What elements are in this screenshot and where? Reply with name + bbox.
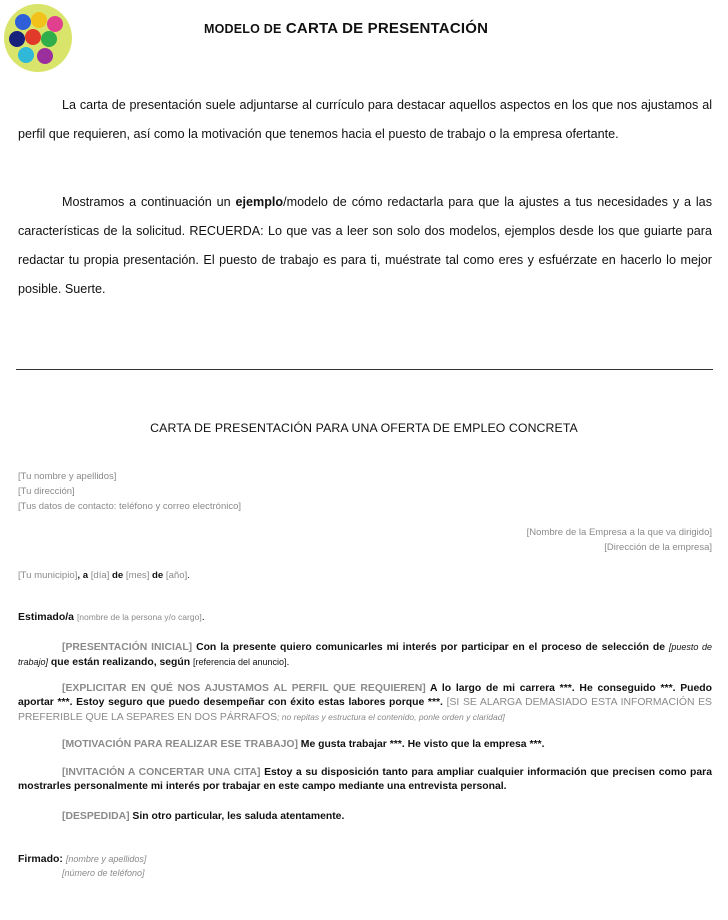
signature-label: Firmado: <box>18 853 66 865</box>
signature-line <box>18 853 146 865</box>
sender-address: [Tu dirección] <box>18 486 75 497</box>
para1-end: . <box>286 657 290 668</box>
para4-text: Estoy a su disposición tanto para ampliar cualquier información que precisen como para mostrarles personalmente mi interés por trabajar en este campo mediante una entrevista personal. <box>18 767 712 792</box>
paragraph-profile <box>18 682 712 725</box>
intro-p2-emphasis: ejemplo <box>235 195 284 209</box>
logo-colored-balls-icon <box>2 2 74 74</box>
tag-invitation: [INVITACIÓN A CONCERTAR UNA CITA] <box>62 767 261 778</box>
intro-p2-text-a: Mostramos a continuación un <box>62 195 236 209</box>
greeting-placeholder: [nombre de la persona y/o cargo] <box>76 612 202 622</box>
title-prefix: MODELO DE <box>204 22 282 36</box>
letter-subtitle: CARTA DE PRESENTACIÓN PARA UNA OFERTA DE EMPLEO CONCRETA <box>150 421 578 435</box>
placeholder-referencia: [referencia del anuncio] <box>192 657 287 667</box>
tag-presentation: [PRESENTACIÓN INICIAL] <box>62 642 193 653</box>
para3-text: Me gusta trabajar ***. He visto que la empresa ***. <box>297 739 545 750</box>
recipient-address: [Dirección de la empresa] <box>604 542 712 553</box>
paragraph-invitation <box>18 766 712 794</box>
date-a: , a <box>77 570 91 581</box>
sender-name: [Tu nombre y apellidos] <box>18 471 117 482</box>
title-main: CARTA DE PRESENTACIÓN <box>285 20 489 37</box>
para2-note-2: ; no repitas y estructura el contenido, ponle orden y claridad] <box>277 712 505 722</box>
paragraph-presentation <box>18 640 712 670</box>
signature-phone: [número de teléfono] <box>62 868 145 878</box>
date-mes: [mes] <box>125 570 150 581</box>
greeting-label: Estimado/a <box>18 611 77 623</box>
date-de-2: de <box>149 570 166 581</box>
date-anio: [año] <box>165 570 188 581</box>
tag-motivation: [MOTIVACIÓN PARA REALIZAR ESE TRABAJO] <box>62 739 298 750</box>
section-divider <box>16 369 713 370</box>
intro-paragraph-1: La carta de presentación suele adjuntarse al currículo para destacar aquellos aspectos en los que nos ajustamos al perfil que requieren, así como la motivación que tenemos hacia el puesto de trabajo o la empresa ofertante. <box>18 98 712 141</box>
date-municipio: [Tu municipio] <box>18 570 78 581</box>
para2-note: [SI SE ALARGA DEMASIADO ESTA INFORMACIÓN ES PREFERIBLE QUE LA SEPARES EN DOS PÁRRAFOS <box>18 697 712 723</box>
greeting <box>18 611 205 623</box>
paragraph-farewell <box>18 810 712 824</box>
recipient-company: [Nombre de la Empresa a la que va dirigido] <box>526 527 712 538</box>
para1-text-1: Con la presente quiero comunicarles mi interés por participar en el proceso de selección de <box>192 642 669 653</box>
date-end: . <box>187 570 190 581</box>
date-de-1: de <box>109 570 126 581</box>
page-title <box>204 20 488 37</box>
greeting-end: . <box>201 611 205 623</box>
signature-name: [nombre y apellidos] <box>65 854 147 864</box>
tag-profile: [EXPLICITAR EN QUÉ NOS AJUSTAMOS AL PERFIL QUE REQUIEREN] <box>62 683 426 694</box>
placeholder-puesto: [puesto de trabajo] <box>18 642 712 667</box>
paragraph-motivation <box>18 738 712 752</box>
intro-paragraph-2 <box>18 188 712 304</box>
para2-text: A lo largo de mi carrera ***. He conseguido ***. Puedo aportar ***. Estoy seguro que puedo desempeñar con éxito estas labores porque ***. <box>18 683 712 708</box>
date-line <box>18 570 190 581</box>
sender-contact: [Tus datos de contacto: teléfono y correo electrónico] <box>18 501 242 512</box>
intro-p2-text-c: /modelo de cómo redactarla para que la ajustes a tus necesidades y a las características de la solicitud. RECUERDA: Lo que vas a leer son solo dos modelos, ejemplos desde los que guiarte para redactar tu propia presentación. El puesto de trabajo es para ti, muéstrate tal como eres y esfuérzate en hacerlo lo mejor posible. Suerte. <box>18 195 712 296</box>
para1-text-2: que están realizando, según <box>48 657 193 668</box>
tag-farewell: [DESPEDIDA] <box>62 811 130 822</box>
para5-text: Sin otro particular, les saluda atentamente. <box>129 811 345 822</box>
date-dia: [día] <box>90 570 110 581</box>
